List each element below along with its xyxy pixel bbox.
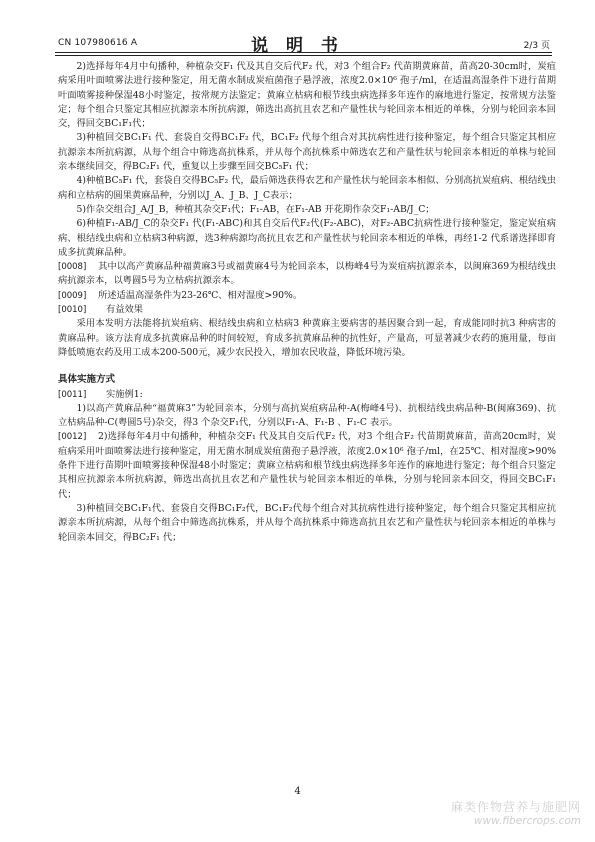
paragraph-text: 2)选择每年4月中旬播种，种植杂交F₁ 代及其自交后代F₂ 代，对3 个组合F₂ 代苗期黄麻苗，苗高20cm时，炭疽病采用叶面喷雾法进行接种鉴定，用无菌水制成炭疽菌孢子悬浮液，浓度2.0×10⁶ 孢子/ml，在25℃、相对湿度>90%条件下进行苗期叶面喷雾接种保湿48小时鉴定；黄麻立枯病和根节线虫病选择多年连作的麻地进行鉴定；每个组合只鉴定其相应抗源亲本所抗病源，筛选出高抗且农艺和产量性状与轮回亲本相近的单株，分别与轮回亲本回交，得回交BC₁F₁代；: [58, 431, 556, 500]
page-number: 4: [294, 786, 301, 797]
watermark-url: www.fibercrops.com: [473, 815, 581, 827]
beneficial-effects-text: 采用本发明方法能将抗炭疽病、根结线虫病和立枯病3 种黄麻主要病害的基因聚合到一起，育成能同时抗3 种病害的黄麻品种。该方法育成多抗黄麻品种的时间较短，育成多抗黄麻品种的抗性好，产量高，可显著减少农药的施用量，每亩降低喷施农药及用工成本200-500元，减少农民投入，增加农民收益，降低环境污染。: [58, 318, 556, 358]
document-body: [58, 60, 556, 545]
paragraph-0009: [58, 289, 556, 303]
claim-step-5: 5)作杂交组合J_A/J_B，种植其杂交F₁代；F₁-AB，在F₁-AB 开花期作杂交F₁-AB/J_C；: [76, 203, 435, 215]
subheading-beneficial-effects: 有益效果: [106, 304, 143, 316]
paragraph-number: [0010]: [58, 305, 87, 316]
paragraph-0012: [58, 430, 556, 501]
paragraph-0010: [58, 303, 556, 317]
paragraph-0011: [58, 388, 556, 402]
paragraph-number: [0011]: [58, 389, 87, 400]
paragraph-number: [0009]: [58, 290, 87, 301]
example-step-1: 1)以高产黄麻品种“福黄麻3”为轮回亲本，分别与高抗炭疽病品种-A(梅峰4号)、抗根结线虫病品种-B(闽麻369)、抗立枯病品种-C(粤圆5号)杂交，得3 个杂交F₁代，分别以F₁-A、F₁-B 、F₁-C 表示。: [58, 402, 556, 429]
page-info: 2/3 页: [523, 41, 550, 51]
watermark-site-name: 麻类作物营养与施肥网: [450, 800, 581, 814]
paragraph-number: [0012]: [58, 432, 87, 443]
example-heading: 实施例1:: [106, 388, 143, 400]
section-title: 具体实施方式: [58, 374, 116, 386]
header-divider: [55, 52, 552, 53]
patent-number: CN 107980616 A: [58, 38, 138, 48]
claim-step-4: 4)种植BC₅F₁ 代，套袋自交得BC₅F₂ 代，最后筛选获得农艺和产量性状与轮回亲本相似、分别高抗炭疽病、根结线虫病和立枯病的圆果黄麻品种，分别以J_A、J_B、J_C表示；: [58, 175, 556, 201]
paragraph-text: 所述适温高湿条件为23-26℃、相对湿度>90%。: [98, 289, 303, 301]
header-divider-thin: [55, 55, 552, 56]
claim-step-6: 6)种植F₁-AB/J_C的杂交F₁ 代(F₁-ABC)和其自交后代F₂代(F₂-ABC)，对F₂-ABC抗病性进行接种鉴定，鉴定炭疽病病、根结线虫病和立枯病3种病源，选3种病源均高抗且农艺和产量性状与轮回亲本相近的单株，再经1-2 代系谱选择即育成多抗黄麻品种。: [58, 218, 556, 258]
example-step-3: 3)种植回交BC₁F₁代、套袋自交得BC₁F₂代，BC₁F₂代每个组合对其抗病性进行接种鉴定，每个组合只鉴定其相应抗源亲本所抗病源，从每个组合中筛选高抗株系，并从每个高抗株系中筛选高抗且农艺和产量性状与轮回亲本相近的单株与轮回亲本回交，得BC₂F₁ 代；: [58, 502, 556, 543]
paragraph-number: [0008]: [58, 262, 87, 273]
claim-step-2: 2)选择每年4月中旬播种，种植杂交F₁ 代及其自交后代F₂ 代，对3 个组合F₂ 代苗期黄麻苗，苗高20-30cm时，炭疽病采用叶面喷雾法进行接种鉴定，用无菌水制成炭疽菌孢子悬浮液，浓度2.0×10⁶ 孢子/ml，在适温高湿条件下进行苗期叶面喷雾接种保湿48小时鉴定，按常规方法鉴定；黄麻立枯病和根节线虫病选择多年连作的麻地进行鉴定，按常规方法鉴定；每个组合只鉴定其相应抗源亲本所抗病源，筛选出高抗且农艺和产量性状与轮回亲本相近的单株，分别与轮回亲本回交，得回交BC₁F₁代；: [58, 61, 556, 130]
claim-step-3: 3)种植回交BC₁F₁ 代、套袋自交得BC₁F₂ 代，BC₁F₂ 代每个组合对其抗病性进行接种鉴定，每个组合只鉴定其相应抗源亲本所抗病源，从每个组合中筛选高抗株系，并从每个高抗株系中筛选农艺和产量性状与轮回亲本相近的单株与轮回亲本继续回交，得BC₂F₁ 代，重复以上步骤至回交BC₅F₁ 代；: [58, 132, 556, 173]
paragraph-text: 其中以高产黄麻品种福黄麻3号或福黄麻4号为轮回亲本，以梅峰4号为炭疽病抗源亲本，以闽麻369为根结线虫病抗源亲本，以粤圆5号为立枯病抗源亲本。: [58, 261, 556, 287]
document-title: 说 明 书: [251, 36, 344, 56]
watermark: [451, 798, 581, 827]
paragraph-0008: [58, 260, 556, 289]
